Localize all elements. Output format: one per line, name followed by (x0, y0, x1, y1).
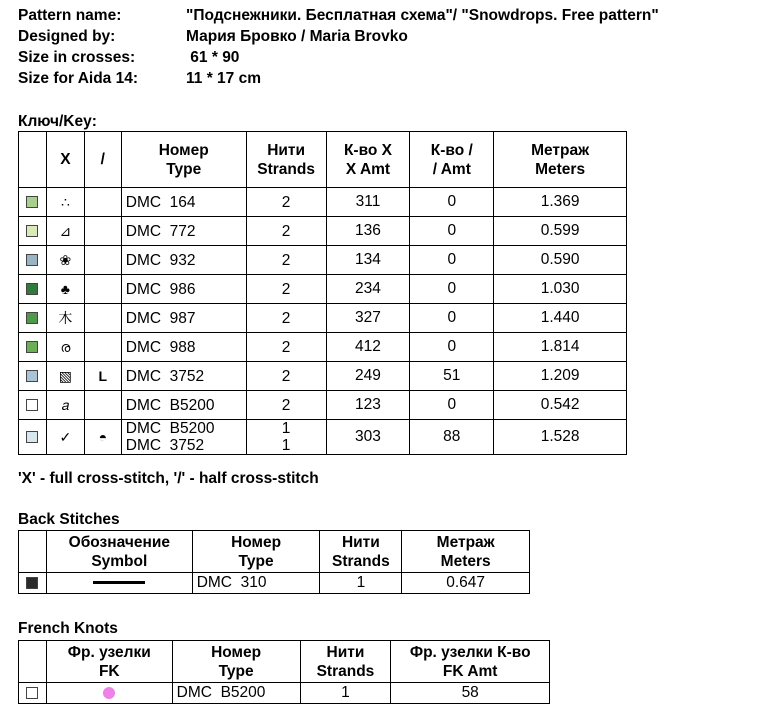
back-stitches-header-row (19, 531, 530, 573)
x-symbol-cell: ♣ (46, 275, 84, 304)
meters-cell: 1.814 (494, 333, 627, 362)
strands-cell (246, 391, 326, 420)
key-body (19, 188, 627, 455)
size-aida-row (18, 69, 261, 89)
fk-header-type-ru: Номер (211, 643, 262, 661)
x-amt-cell: 123 (326, 391, 410, 420)
color-cell (19, 246, 47, 275)
bs-header-strands-ru: Нити (341, 533, 380, 551)
type-line-1: DMC 3752 (125, 367, 205, 385)
size-aida-label: Size for Aida 14: (18, 70, 139, 87)
fk-header-type-en: Type (218, 662, 254, 680)
meters-cell: 0.599 (494, 217, 627, 246)
type-cell (121, 304, 246, 333)
key-row (19, 275, 627, 304)
color-swatch (26, 370, 38, 382)
half-amt-cell: 0 (410, 391, 494, 420)
color-cell (19, 333, 47, 362)
type-line-1: DMC 164 (125, 193, 196, 211)
color-swatch (26, 254, 38, 266)
bs-header-meters-en: Meters (440, 552, 491, 570)
type-cell (121, 246, 246, 275)
x-symbol-cell: ര (46, 333, 84, 362)
fk-type-cell: DMC B5200 (172, 683, 300, 704)
fk-header-type (172, 641, 300, 683)
french-knots-row (19, 683, 550, 704)
pattern-name-label: Pattern name: (18, 7, 122, 24)
color-swatch (26, 225, 38, 237)
fk-header-fk-en: FK (98, 662, 120, 680)
bs-header-strands (320, 531, 402, 573)
strands-line-1: 2 (281, 396, 291, 414)
color-swatch (26, 399, 38, 411)
bs-header-symbol (46, 531, 192, 573)
key-header-strands (246, 132, 326, 188)
color-cell (19, 275, 47, 304)
strands-cell (246, 420, 326, 455)
color-swatch (26, 312, 38, 324)
key-row (19, 217, 627, 246)
key-header-type (121, 132, 246, 188)
x-symbol-cell: ⽊ (46, 304, 84, 333)
key-header-strands-en: Strands (257, 160, 315, 178)
x-symbol-cell: ❀ (46, 246, 84, 275)
type-cell (121, 188, 246, 217)
key-header-xamt-ru: К-во X (343, 141, 393, 159)
fk-header-strands-ru: Нити (326, 643, 365, 661)
key-header-meters-en: Meters (535, 160, 586, 178)
bs-header-type-en: Type (238, 552, 274, 570)
bs-header-meters-ru: Метраж (436, 533, 495, 551)
color-swatch (26, 577, 38, 589)
x-symbol-cell: ∴ (46, 188, 84, 217)
half-symbol-cell (84, 333, 121, 362)
strands-line-2: 1 (281, 437, 291, 454)
strands-cell (246, 188, 326, 217)
type-line-1: DMC 988 (125, 338, 196, 356)
key-header-xamt (326, 132, 410, 188)
key-row (19, 333, 627, 362)
half-symbol-cell (84, 391, 121, 420)
bs-header-color (19, 531, 47, 573)
meters-cell: 1.528 (494, 420, 627, 455)
type-cell (121, 391, 246, 420)
french-knots-title: French Knots (18, 620, 118, 637)
type-line-1: DMC B5200 (125, 420, 215, 437)
half-amt-cell: 0 (410, 246, 494, 275)
key-header-x: X (46, 132, 84, 188)
bs-header-meters (402, 531, 530, 573)
fk-color-cell (19, 683, 47, 704)
x-symbol-cell: 𝑎 (46, 391, 84, 420)
meters-cell: 1.369 (494, 188, 627, 217)
size-crosses-label: Size in crosses: (18, 49, 136, 66)
x-symbol-cell: ▧ (46, 362, 84, 391)
strands-line-1: 2 (281, 338, 291, 356)
key-header-halfamt (410, 132, 494, 188)
designer-row (18, 27, 408, 47)
strands-cell (246, 275, 326, 304)
pattern-name-value: "Подснежники. Бесплатная схема"/ "Snowdrops. Free pattern" (186, 7, 659, 24)
type-line-1: DMC 772 (125, 222, 196, 240)
x-amt-cell: 412 (326, 333, 410, 362)
bs-strands-cell: 1 (320, 573, 402, 594)
designer-value: Мария Бровко / Maria Brovko (186, 28, 408, 45)
key-table (18, 131, 627, 455)
type-cell (121, 217, 246, 246)
size-crosses-value: 61 * 90 (186, 49, 240, 66)
strands-line-1: 2 (281, 309, 291, 327)
strands-cell (246, 217, 326, 246)
key-header-type-ru: Номер (158, 141, 209, 159)
type-cell (121, 275, 246, 304)
color-cell (19, 188, 47, 217)
half-amt-cell: 0 (410, 304, 494, 333)
meters-cell: 1.440 (494, 304, 627, 333)
fk-strands-cell: 1 (300, 683, 391, 704)
key-header-type-en: Type (166, 160, 202, 178)
color-cell (19, 362, 47, 391)
half-symbol-cell (84, 304, 121, 333)
bs-symbol-cell (46, 573, 192, 594)
color-cell (19, 217, 47, 246)
bs-header-symbol-en: Symbol (91, 552, 148, 570)
fk-amt-cell: 58 (391, 683, 550, 704)
key-row (19, 188, 627, 217)
half-symbol-cell (84, 217, 121, 246)
key-row (19, 420, 627, 455)
french-knots-table (18, 640, 550, 704)
half-symbol-cell (84, 246, 121, 275)
half-symbol-cell: ◓ (84, 420, 121, 455)
half-amt-cell: 0 (410, 217, 494, 246)
x-amt-cell: 303 (326, 420, 410, 455)
key-header-half: / (84, 132, 121, 188)
half-amt-cell: 0 (410, 333, 494, 362)
strands-line-1: 2 (281, 222, 291, 240)
strands-line-1: 2 (281, 251, 291, 269)
fk-header-amt-ru: Фр. узелки К-во (409, 643, 531, 661)
strands-line-1: 1 (281, 420, 291, 437)
type-line-1: DMC 986 (125, 280, 196, 298)
french-knot-dot-icon (103, 687, 115, 699)
fk-header-strands-en: Strands (316, 662, 375, 680)
half-amt-cell: 0 (410, 188, 494, 217)
type-cell (121, 362, 246, 391)
key-title: Ключ/Key: (18, 113, 97, 130)
x-amt-cell: 136 (326, 217, 410, 246)
key-header-halfamt-ru: К-во / (430, 141, 473, 159)
bs-header-symbol-ru: Обозначение (68, 533, 170, 551)
fk-header-amt-en: FK Amt (442, 662, 498, 680)
x-amt-cell: 249 (326, 362, 410, 391)
strands-cell (246, 246, 326, 275)
meters-cell: 1.209 (494, 362, 627, 391)
strands-line-1: 2 (281, 193, 291, 211)
x-amt-cell: 327 (326, 304, 410, 333)
fk-header-color (19, 641, 47, 683)
key-row (19, 391, 627, 420)
half-symbol-cell: L (84, 362, 121, 391)
key-header-strands-ru: Нити (267, 141, 306, 159)
color-swatch (26, 283, 38, 295)
color-swatch (26, 341, 38, 353)
key-header-row (19, 132, 627, 188)
color-cell (19, 391, 47, 420)
back-stitches-title: Back Stitches (18, 511, 120, 528)
stitch-note: 'X' - full cross-stitch, '/' - half cross-stitch (18, 470, 319, 487)
french-knots-header-row (19, 641, 550, 683)
strands-cell (246, 333, 326, 362)
half-symbol-cell (84, 275, 121, 304)
designer-label: Designed by: (18, 28, 116, 45)
bs-header-type-ru: Номер (231, 533, 282, 551)
key-header-meters-ru: Метраж (531, 141, 590, 159)
back-stitches-row (19, 573, 530, 594)
type-line-2: DMC 3752 (125, 437, 205, 454)
bs-color-cell (19, 573, 47, 594)
color-cell (19, 304, 47, 333)
bs-header-strands-en: Strands (332, 552, 390, 570)
strands-cell (246, 304, 326, 333)
strands-line-1: 2 (281, 367, 291, 385)
type-cell (121, 420, 246, 455)
type-cell (121, 333, 246, 362)
key-row (19, 362, 627, 391)
fk-header-strands (300, 641, 391, 683)
strands-line-1: 2 (281, 280, 291, 298)
color-swatch (26, 687, 38, 699)
back-stitch-line-icon (93, 581, 145, 584)
key-row (19, 304, 627, 333)
key-header-halfamt-en: / Amt (432, 160, 471, 178)
bs-meters-cell: 0.647 (402, 573, 530, 594)
color-swatch (26, 196, 38, 208)
size-crosses-row (18, 48, 239, 68)
type-line-1: DMC 932 (125, 251, 196, 269)
color-swatch (26, 431, 38, 443)
fk-header-fk-ru: Фр. узелки (67, 643, 151, 661)
x-amt-cell: 311 (326, 188, 410, 217)
type-line-1: DMC B5200 (125, 396, 215, 414)
key-row (19, 246, 627, 275)
half-symbol-cell (84, 188, 121, 217)
meters-cell: 0.590 (494, 246, 627, 275)
color-cell (19, 420, 47, 455)
key-header-color (19, 132, 47, 188)
half-amt-cell: 51 (410, 362, 494, 391)
bs-type-cell: DMC 310 (192, 573, 320, 594)
x-amt-cell: 234 (326, 275, 410, 304)
key-header-xamt-en: X Amt (345, 160, 391, 178)
x-amt-cell: 134 (326, 246, 410, 275)
fk-header-fk (46, 641, 172, 683)
type-line-1: DMC 987 (125, 309, 196, 327)
bs-header-type (192, 531, 320, 573)
fk-header-amt (391, 641, 550, 683)
key-header-meters (494, 132, 627, 188)
meters-cell: 1.030 (494, 275, 627, 304)
x-symbol-cell: ✓ (46, 420, 84, 455)
size-aida-value: 11 * 17 cm (186, 70, 261, 87)
half-amt-cell: 88 (410, 420, 494, 455)
pattern-name-row (18, 6, 659, 26)
fk-symbol-cell (46, 683, 172, 704)
half-amt-cell: 0 (410, 275, 494, 304)
meters-cell: 0.542 (494, 391, 627, 420)
x-symbol-cell: ⊿ (46, 217, 84, 246)
back-stitches-table (18, 530, 530, 594)
strands-cell (246, 362, 326, 391)
